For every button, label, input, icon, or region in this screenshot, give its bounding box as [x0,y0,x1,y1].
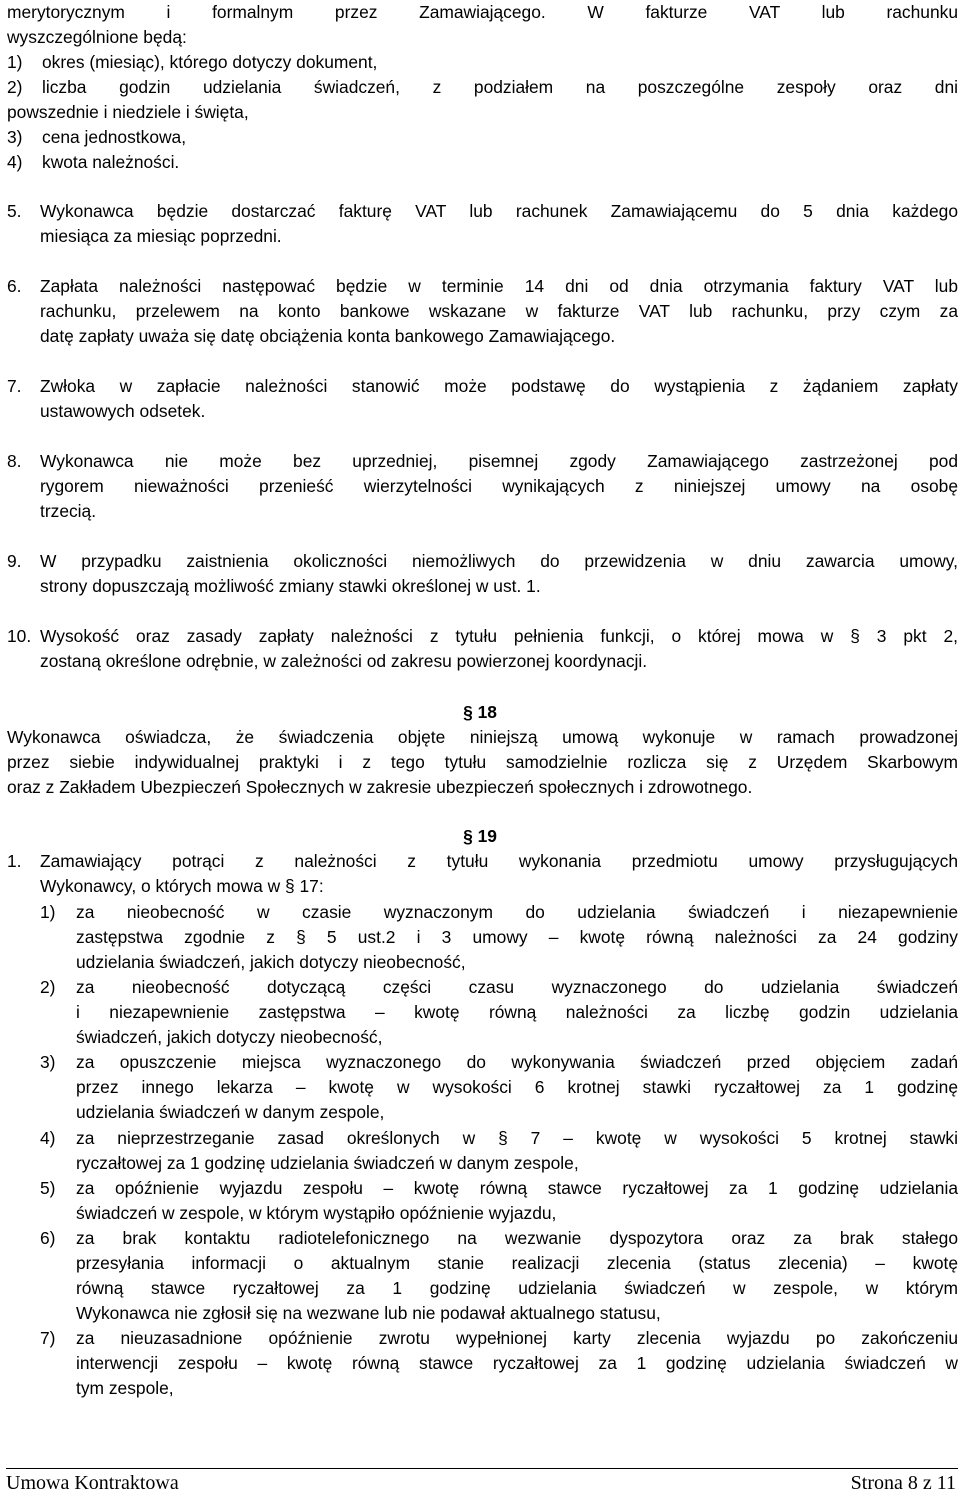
list-number: 7) [40,1328,56,1348]
list-number: 2) [7,77,23,97]
list-item-text: cena jednostkowa, [42,127,187,147]
list-number: 6) [40,1228,56,1248]
list-item-text: okres (miesiąc), którego dotyczy dokument, [42,52,378,72]
list-number: 4) [40,1128,56,1148]
list-item-text: liczba godzin udzielania świadczeń, z podziałem na poszczególne zespoły oraz dni [42,77,958,97]
paragraph-number: 10. [7,626,32,646]
section-text: Wykonawca oświadcza, że świadczenia objęte niniejszą umową wykonuje w ramach prowadzonej [7,727,958,747]
section-heading: § 18 [463,702,497,722]
list-number: 3) [7,127,23,147]
list-item-text: przesyłania informacji o aktualnym stanie realizacji zlecenia (status zlecenia) – kwotę [76,1253,958,1273]
paragraph-text: Wykonawca nie może bez uprzedniej, pisemnej zgody Zamawiającego zastrzeżonej pod [40,451,958,471]
paragraph-text: strony dopuszczają możliwość zmiany stawki określonej w ust. 1. [40,576,541,596]
list-number: 1) [40,902,56,922]
list-item-text: za nieobecność dotyczącą części czasu wyznaczonego do udzielania świadczeń [76,977,958,997]
page-number: Strona 8 z 11 [850,1472,956,1494]
list-item-text: za nieprzestrzeganie zasad określonych w § 7 – kwotę w wysokości 5 krotnej stawki [76,1128,958,1148]
footer-title: Umowa Kontraktowa [6,1472,179,1494]
paragraph-number: 9. [7,551,22,571]
paragraph-number: 1. [7,851,22,871]
list-item-text: interwencji zespołu – kwotę równą stawce ryczałtowej za 1 godzinę udzielania świadczeń w [76,1353,958,1373]
list-item-text: zastępstwa zgodnie z § 5 ust.2 i 3 umowy – kwotę równą należności za 24 godziny [76,927,958,947]
paragraph-text: zostaną określone odrębnie, w zależności od zakresu powierzonej koordynacji. [40,651,648,671]
section-text: przez siebie indywidualnej praktyki i z tego tytułu samodzielnie rozlicza się z Urzędem Skarbowym [7,752,958,772]
text-line: wyszczególnione będą: [7,27,187,47]
list-item-text: i niezapewnienie zastępstwa – kwotę równą należności za liczbę godzin udzielania [76,1002,958,1022]
list-item-text: powszednie i niedziele i święta, [7,102,249,122]
list-item-text: za nieobecność w czasie wyznaczonym do udzielania świadczeń i niezapewnienie [76,902,958,922]
paragraph-text: rygorem nieważności przenieść wierzytelności wynikających z niniejszej umowy na osobę [40,476,958,496]
paragraph-text: W przypadku zaistnienia okoliczności niemożliwych do przewidzenia w dniu zawarcia umowy, [40,551,958,571]
list-item-text: za opuszczenie miejsca wyznaczonego do wykonywania świadczeń przed objęciem zadań [76,1052,958,1072]
list-item-text: za opóźnienie wyjazdu zespołu – kwotę równą stawce ryczałtowej za 1 godzinę udzielania [76,1178,958,1198]
paragraph-number: 7. [7,376,22,396]
section-heading: § 19 [463,826,497,846]
paragraph-text: datę zapłaty uważa się datę obciążenia konta bankowego Zamawiającego. [40,326,616,346]
list-number: 1) [7,52,23,72]
list-item-text: za nieuzasadnione opóźnienie zwrotu wypełnionej karty zlecenia wyjazdu po zakończeniu [76,1328,958,1348]
list-item-text: świadczeń, jakich dotyczy nieobecność, [76,1027,383,1047]
paragraph-text: miesiąca za miesiąc poprzedni. [40,226,282,246]
list-number: 3) [40,1052,56,1072]
paragraph-text: Zamawiający potrąci z należności z tytułu wykonania przedmiotu umowy przysługujących [40,851,958,871]
text-line: merytorycznym i formalnym przez Zamawiającego. W fakturze VAT lub rachunku [7,2,958,22]
list-item-text: ryczałtowej za 1 godzinę udzielania świadczeń w danym zespole, [76,1153,579,1173]
list-item-text: przez innego lekarza – kwotę w wysokości 6 krotnej stawki ryczałtowej za 1 godzinę [76,1077,958,1097]
list-number: 2) [40,977,56,997]
paragraph-number: 6. [7,276,22,296]
footer-divider [6,1468,958,1469]
paragraph-text: trzecią. [40,501,97,521]
list-item-text: tym zespole, [76,1378,174,1398]
list-item-text: udzielania świadczeń w danym zespole, [76,1102,385,1122]
list-item-text: za brak kontaktu radiotelefonicznego na wezwanie dyspozytora oraz za brak stałego [76,1228,958,1248]
paragraph-text: Wykonawca będzie dostarczać fakturę VAT lub rachunek Zamawiającemu do 5 dnia każdego [40,201,958,221]
paragraph-text: ustawowych odsetek. [40,401,206,421]
list-number: 4) [7,152,23,172]
section-text: oraz z Zakładem Ubezpieczeń Społecznych w zakresie ubezpieczeń społecznych i zdrowotnego. [7,777,753,797]
paragraph-text: Zapłata należności następować będzie w terminie 14 dni od dnia otrzymania faktury VAT lub [40,276,958,296]
paragraph-number: 5. [7,201,22,221]
paragraph-text: Wysokość oraz zasady zapłaty należności z tytułu pełnienia funkcji, o której mowa w § 3 pkt 2, [40,626,958,646]
list-item-text: Wykonawca nie zgłosił się na wezwane lub nie podawał aktualnego statusu, [76,1303,661,1323]
list-item-text: świadczeń w zespole, w którym wystąpiło opóźnienie wyjazdu, [76,1203,557,1223]
paragraph-text: Wykonawcy, o których mowa w § 17: [40,876,324,896]
paragraph-number: 8. [7,451,22,471]
list-number: 5) [40,1178,56,1198]
paragraph-text: rachunku, przelewem na konto bankowe wskazane w fakturze VAT lub rachunku, przy czym za [40,301,958,321]
list-item-text: równą stawce ryczałtowej za 1 godzinę udzielania świadczeń w zespole, w którym [76,1278,958,1298]
paragraph-text: Zwłoka w zapłacie należności stanowić może podstawę do wystąpienia z żądaniem zapłaty [40,376,958,396]
list-item-text: udzielania świadczeń, jakich dotyczy nieobecność, [76,952,466,972]
list-item-text: kwota należności. [42,152,180,172]
